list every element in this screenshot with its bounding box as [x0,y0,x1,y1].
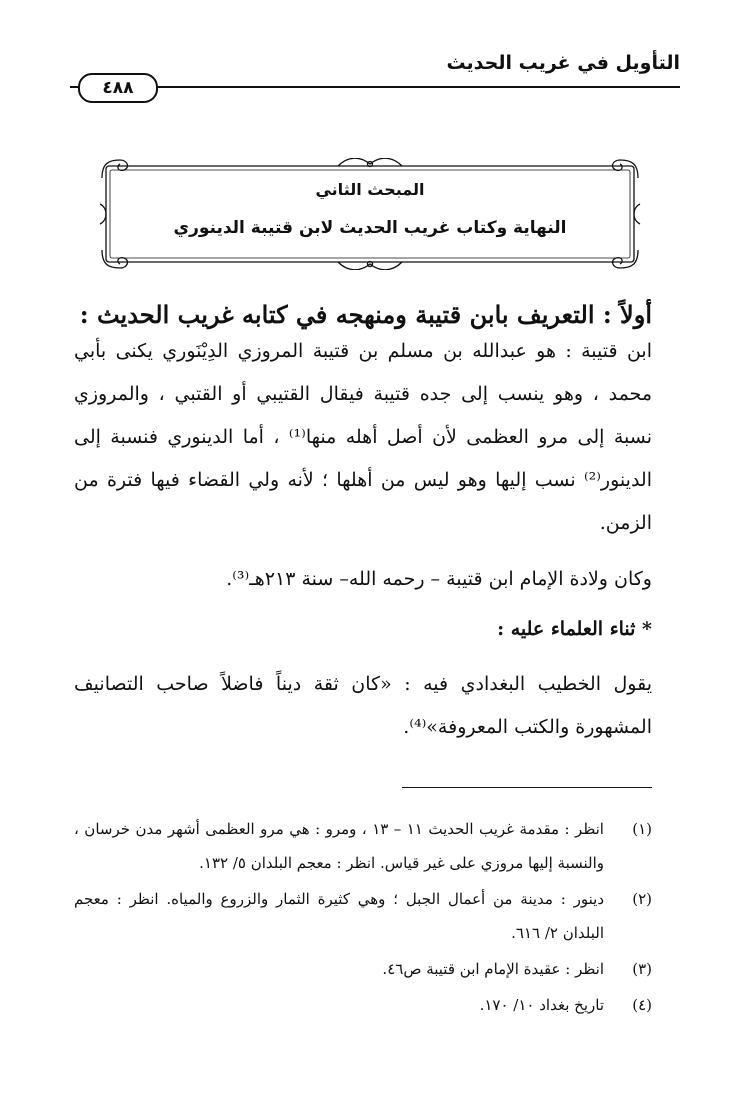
birth-paragraph: وكان ولادة الإمام ابن قتيبة – رحمه الله– سنة ٢١٣هـ⁽³⁾. [226,568,652,590]
header-rule [70,86,680,88]
ornamental-border [98,158,642,270]
footnote-text: تاريخ بغداد ١٠/ ١٧٠. [479,996,604,1014]
footnote-number: (٤) [632,996,652,1014]
page-header [70,52,680,100]
footnote-text: دينور : مدينة من أعمال الجبل ؛ وهي كثيرة الثمار والزروع والمياه. انظر : معجم البلدان ٢/ ٦١٦. [74,890,604,942]
footnote-number: (١) [632,820,652,838]
footnote-text: انظر : عقيدة الإمام ابن قتيبة ص٤٦. [382,960,604,978]
biography-paragraph: ابن قتيبة : هو عبدالله بن مسلم بن قتيبة المروزي الدِيْنَوري يكنى بأبي محمد ، وهو ينسب إلى جده قتيبة فيقال القتيبي أو القتبي ، والمروزي نسبة إلى مرو العظمى لأن أصل أهله منها⁽¹⁾ ، أما الدينوري فنسبة إلى الدينور⁽²⁾ نسب إليها وهو ليس من أهلها ؛ لأنه ولي القضاء فيها فترة من الزمن. [74,340,652,534]
chapter-subheading: النهاية وكتاب غريب الحديث لابن قتيبة الدينوري [173,218,567,238]
chapter-title-frame [98,158,642,270]
praise-heading: * ثناء العلماء عليه : [497,618,652,640]
footnote [74,988,652,1022]
praise-paragraph: يقول الخطيب البغدادي فيه : «كان ثقة ديناً فاضلاً صاحب التصانيف المشهورة والكتب المعروفة»⁽⁴⁾. [74,673,652,738]
chapter-heading: المبحث الثاني [315,180,425,199]
footnote-separator [402,787,652,788]
section-title: أولاً : التعريف بابن قتيبة ومنهجه في كتابه غريب الحديث : [79,300,652,329]
footnote [74,882,652,950]
footnotes [74,812,652,1024]
page-number: ٤٨٨ [78,73,158,103]
footnote-text: انظر : مقدمة غريب الحديث ١١ – ١٣ ، ومرو : هي مرو العظمى أشهر مدن خرسان ، والنسبة إليها مروزي على غير قياس. انظر : معجم البلدان ٥/ ١٣٢. [74,820,604,872]
footnote [74,812,652,880]
footnote-number: (٢) [632,890,652,908]
footnote-number: (٣) [632,960,652,978]
footnote [74,952,652,986]
book-title: التأويل في غريب الحديث [446,52,680,74]
